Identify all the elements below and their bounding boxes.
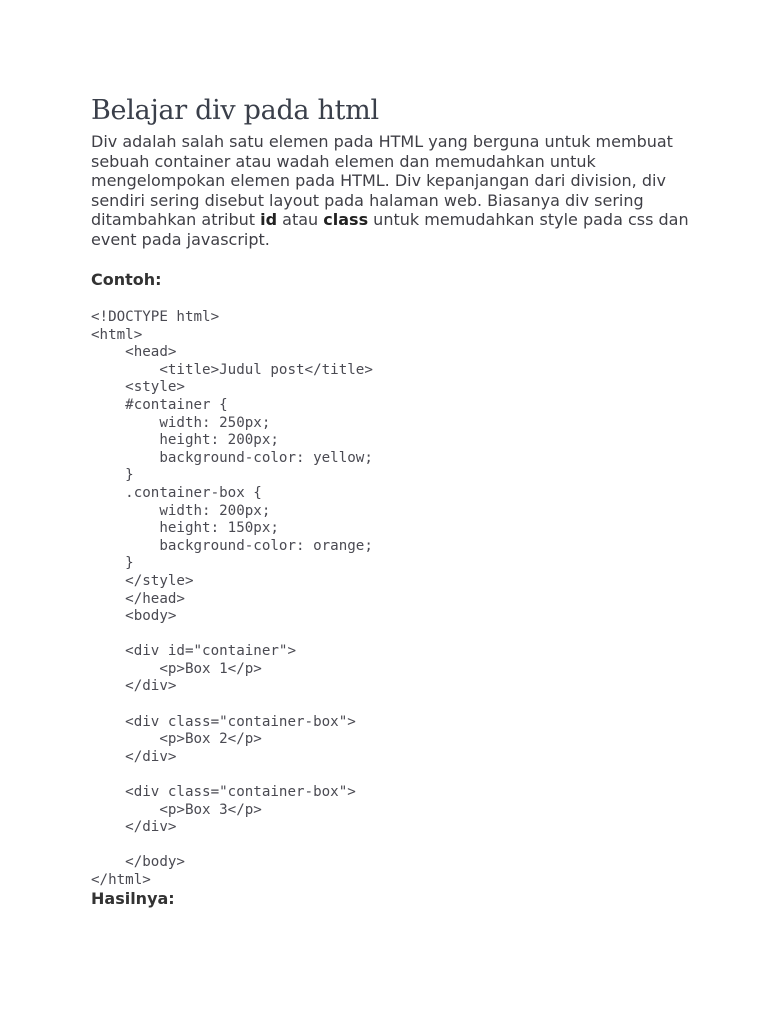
code-line: </div> (91, 748, 177, 765)
code-block (91, 309, 691, 890)
code-line: <body> (91, 608, 177, 625)
code-line (91, 626, 691, 644)
result-label: Hasilnya: (91, 888, 175, 908)
intro-class-keyword: class (323, 210, 369, 229)
page-title: Belajar div pada html (91, 95, 379, 126)
code-line: <title>Judul post</title> (91, 361, 373, 378)
code-line: <div class="container-box"> (91, 713, 356, 730)
intro-text-part-3: untuk memudahkan style pada css dan event pada javascript. (91, 210, 689, 249)
article-content (91, 94, 691, 908)
code-line: } (91, 555, 134, 572)
code-line: </body> (91, 854, 185, 871)
code-line: height: 200px; (91, 432, 279, 449)
intro-text-part-2: atau (277, 210, 324, 229)
code-line: </style> (91, 572, 194, 589)
code-line (91, 837, 691, 855)
code-line: <p>Box 1</p> (91, 660, 262, 677)
code-line: width: 200px; (91, 502, 271, 519)
code-line: <p>Box 3</p> (91, 801, 262, 818)
code-line: background-color: yellow; (91, 449, 373, 466)
code-line (91, 696, 691, 714)
code-line: <!DOCTYPE html> (91, 309, 220, 325)
code-line: #container { (91, 396, 228, 413)
code-line (91, 766, 691, 784)
code-line: <style> (91, 379, 185, 396)
code-line: background-color: orange; (91, 537, 373, 554)
code-line: <div id="container"> (91, 643, 296, 660)
code-line: <html> (91, 326, 143, 343)
code-line: <p>Box 2</p> (91, 731, 262, 748)
code-line: </div> (91, 678, 177, 695)
intro-paragraph (91, 132, 691, 249)
code-line: .container-box { (91, 484, 262, 501)
intro-id-keyword: id (260, 210, 278, 229)
code-line: width: 250px; (91, 414, 271, 431)
code-line: height: 150px; (91, 520, 279, 537)
code-line: </head> (91, 590, 185, 607)
code-line: </html> (91, 872, 151, 888)
example-label: Contoh: (91, 270, 162, 289)
code-line: </div> (91, 819, 177, 836)
code-line: <head> (91, 344, 177, 361)
code-line: } (91, 467, 134, 484)
intro-text-part-1: Div adalah salah satu elemen pada HTML yang berguna untuk membuat sebuah container atau wadah elemen dan memudahkan untuk mengelompokan elemen pada HTML. Div kepanjangan dari division, div sendiri sering disebut layout pada halaman web. Biasanya div sering ditambahkan atribut (91, 132, 673, 229)
code-line: <div class="container-box"> (91, 784, 356, 801)
